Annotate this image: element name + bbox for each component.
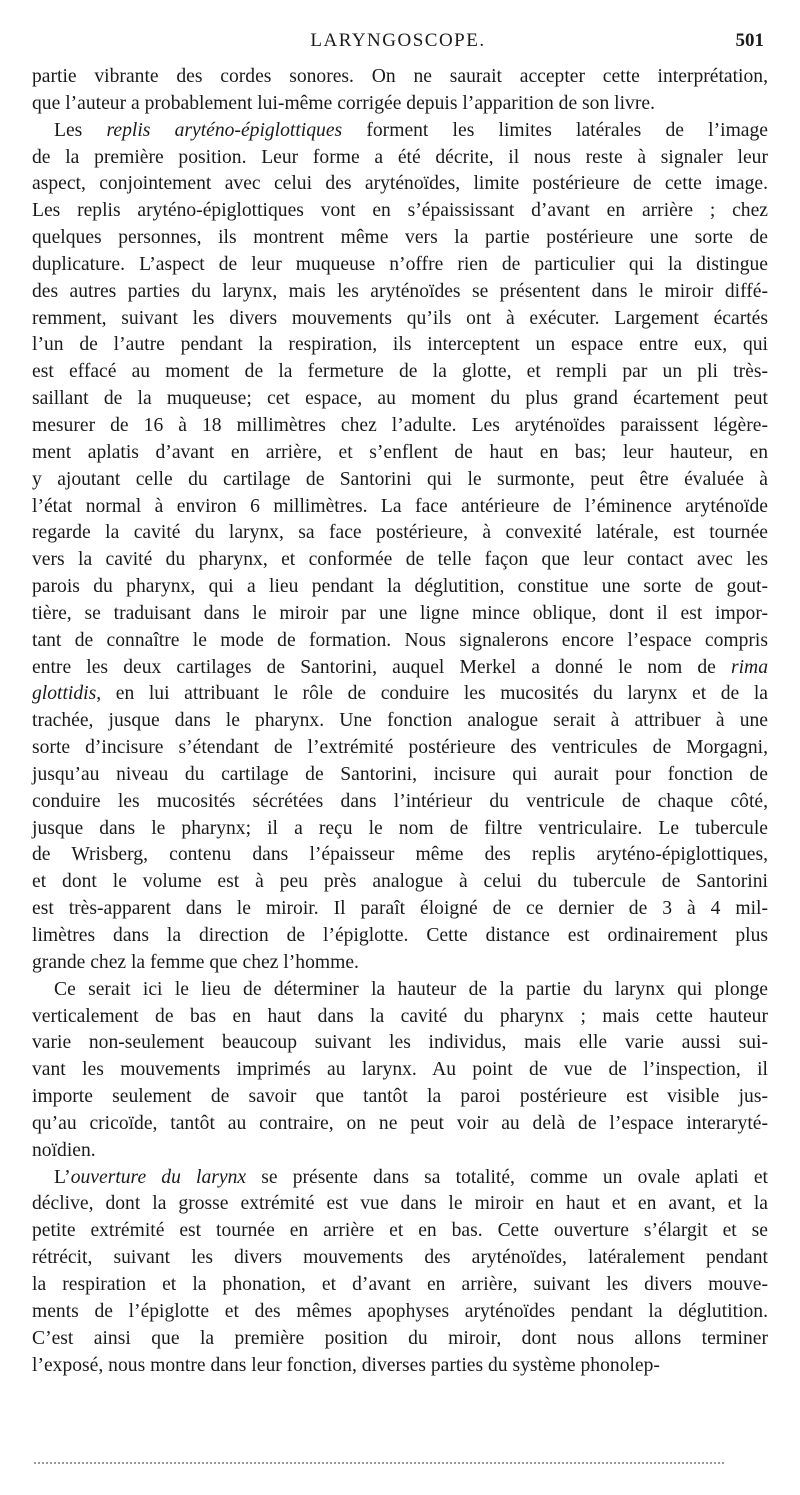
text-line: que l’auteur a probablement lui-même corrigée depuis l’apparition de son livre. <box>32 92 655 114</box>
text-line: est très-apparent dans le miroir. Il paraît éloigné de ce dernier de 3 à 4 mil- <box>32 898 768 920</box>
text-segment: Les <box>54 119 107 141</box>
text-line <box>32 655 768 682</box>
text-segment: se présente dans sa totalité, comme un ovale aplati et <box>246 1166 768 1188</box>
text-line: l’exposé, nous montre dans leur fonction, diverses parties du système phonolep- <box>32 1354 660 1376</box>
text-segment: , en lui attribuant le rôle de conduire les mucosités du larynx et de la <box>96 683 768 705</box>
text-line: C’est ainsi que la première position du miroir, dont nous allons terminer <box>32 1327 768 1349</box>
running-header <box>32 30 764 56</box>
text-line: est effacé au moment de la fermeture de la glotte, et rempli par un pli très- <box>32 361 768 383</box>
text-line <box>32 118 768 145</box>
text-line: saillant de la muqueuse; cet espace, au moment du plus grand écartement peut <box>32 388 768 410</box>
text-line: déclive, dont la grosse extrémité est vue dans le miroir en haut et en avant, et la <box>32 1193 768 1215</box>
text-line: grande chez la femme que chez l’homme. <box>32 951 359 973</box>
text-line: mesurer de 16 à 18 millimètres chez l’adulte. Les aryténoïdes paraissent légère- <box>32 414 768 436</box>
text-line: noïdien. <box>32 1139 96 1161</box>
text-line: la respiration et la phonation, et d’avant en arrière, suivant les divers mouve- <box>32 1273 768 1295</box>
italic-term: glottidis <box>32 683 97 705</box>
text-line: varie non-seulement beaucoup suivant les individus, mais elle varie aussi sui- <box>32 1032 768 1054</box>
page-number: 501 <box>735 30 764 51</box>
text-segment: forment les limites latérales de l’image <box>342 119 768 141</box>
text-line: importe seulement de savoir que tantôt la paroi postérieure est visible jus- <box>32 1086 768 1108</box>
italic-term: replis aryténo-épiglottiques <box>106 119 343 141</box>
text-line: Les replis aryténo-épiglottiques vont en s’épaississant d’avant en arrière ; chez <box>32 200 768 222</box>
text-line: jusque dans le pharynx; il a reçu le nom de filtre ventriculaire. Le tubercule <box>32 817 768 839</box>
text-segment: entre les deux cartilages de Santorini, auquel Merkel a donné le nom de <box>32 656 731 678</box>
paragraph <box>32 118 768 977</box>
paragraph <box>32 64 768 118</box>
text-line: aspect, conjointement avec celui des aryténoïdes, limite postérieure de cette image. <box>32 173 768 195</box>
text-line: l’un de l’autre pendant la respiration, ils interceptent un espace entre eux, qui <box>32 334 768 356</box>
text-line: partie vibrante des cordes sonores. On ne saurait accepter cette interprétation, <box>32 66 768 87</box>
text-line: jusqu’au niveau du cartilage de Santorini, incisure qui aurait pour fonction de <box>32 763 768 785</box>
text-line <box>32 1165 768 1192</box>
text-line: regarde la cavité du larynx, sa face postérieure, à convexité latérale, est tournée <box>32 522 768 544</box>
text-line <box>32 681 768 708</box>
text-line: vant les mouvements imprimés au larynx. Au point de vue de l’inspection, il <box>32 1059 768 1081</box>
text-line: rétrécit, suivant les divers mouvements des aryténoïdes, latéralement pendant <box>32 1247 768 1269</box>
text-line: duplicature. L’aspect de leur muqueuse n’offre rien de particulier qui la distingue <box>32 253 768 275</box>
text-line: limètres dans la direction de l’épiglotte. Cette distance est ordinairement plus <box>32 925 768 946</box>
text-line: parois du pharynx, qui a lieu pendant la déglutition, constitue une sorte de gout- <box>32 576 768 598</box>
text-line: ments de l’épiglotte et des mêmes apophyses aryténoïdes pendant la déglutition. <box>32 1300 768 1322</box>
italic-term: ouverture du larynx <box>70 1166 247 1188</box>
text-line: Ce serait ici le lieu de déterminer la hauteur de la partie du larynx qui plonge <box>54 978 768 1000</box>
text-line: sorte d’incisure s’étendant de l’extrémité postérieure des ventricules de Morgagni, <box>32 737 768 759</box>
text-line: y ajoutant celle du cartilage de Santorini qui le surmonte, peut être évaluée à <box>32 468 768 490</box>
paragraph <box>32 977 768 1165</box>
text-line: quelques personnes, ils montrent même vers la partie postérieure une sorte de <box>32 227 768 249</box>
text-line: remment, suivant les divers mouvements qu’ils ont à exécuter. Largement écartés <box>32 307 768 329</box>
text-line: ment aplatis d’avant en arrière, et s’enflent de haut en bas; leur hauteur, en <box>32 441 768 463</box>
text-line: conduire les mucosités sécrétées dans l’intérieur du ventricule de chaque côté, <box>32 790 768 812</box>
text-line: tière, se traduisant dans le miroir par une ligne mince oblique, dont il est impor- <box>32 602 768 624</box>
running-title: LARYNGOSCOPE. <box>310 30 486 51</box>
text-segment: L’ <box>54 1166 71 1188</box>
text-line: l’état normal à environ 6 millimètres. La face antérieure de l’éminence aryténoïde <box>32 495 768 517</box>
text-line: petite extrémité est tournée en arrière et en bas. Cette ouverture s’élargit et se <box>32 1220 768 1242</box>
footer-dotted-rule <box>34 1462 724 1464</box>
text-line: vers la cavité du pharynx, et conformée de telle façon que leur contact avec les <box>32 549 768 571</box>
text-line: de Wrisberg, contenu dans l’épaisseur même des replis aryténo-épiglottiques, <box>32 844 768 866</box>
text-line: tant de connaître le mode de formation. Nous signalerons encore l’espace compris <box>32 629 768 651</box>
text-line: trachée, jusque dans le pharynx. Une fonction analogue serait à attribuer à une <box>32 710 768 732</box>
italic-term: rima <box>730 656 768 678</box>
text-line: qu’au cricoïde, tantôt au contraire, on ne peut voir au delà de l’espace interaryté- <box>32 1112 768 1134</box>
text-line: des autres parties du larynx, mais les aryténoïdes se présentent dans le miroir diffé- <box>32 280 768 302</box>
text-line: et dont le volume est à peu près analogue à celui du tubercule de Santorini <box>32 871 768 893</box>
text-line: de la première position. Leur forme a été décrite, il nous reste à signaler leur <box>32 146 768 168</box>
text-line: verticalement de bas en haut dans la cavité du pharynx ; mais cette hauteur <box>32 1005 768 1027</box>
body-text <box>32 64 768 1379</box>
paragraph <box>32 1165 768 1380</box>
